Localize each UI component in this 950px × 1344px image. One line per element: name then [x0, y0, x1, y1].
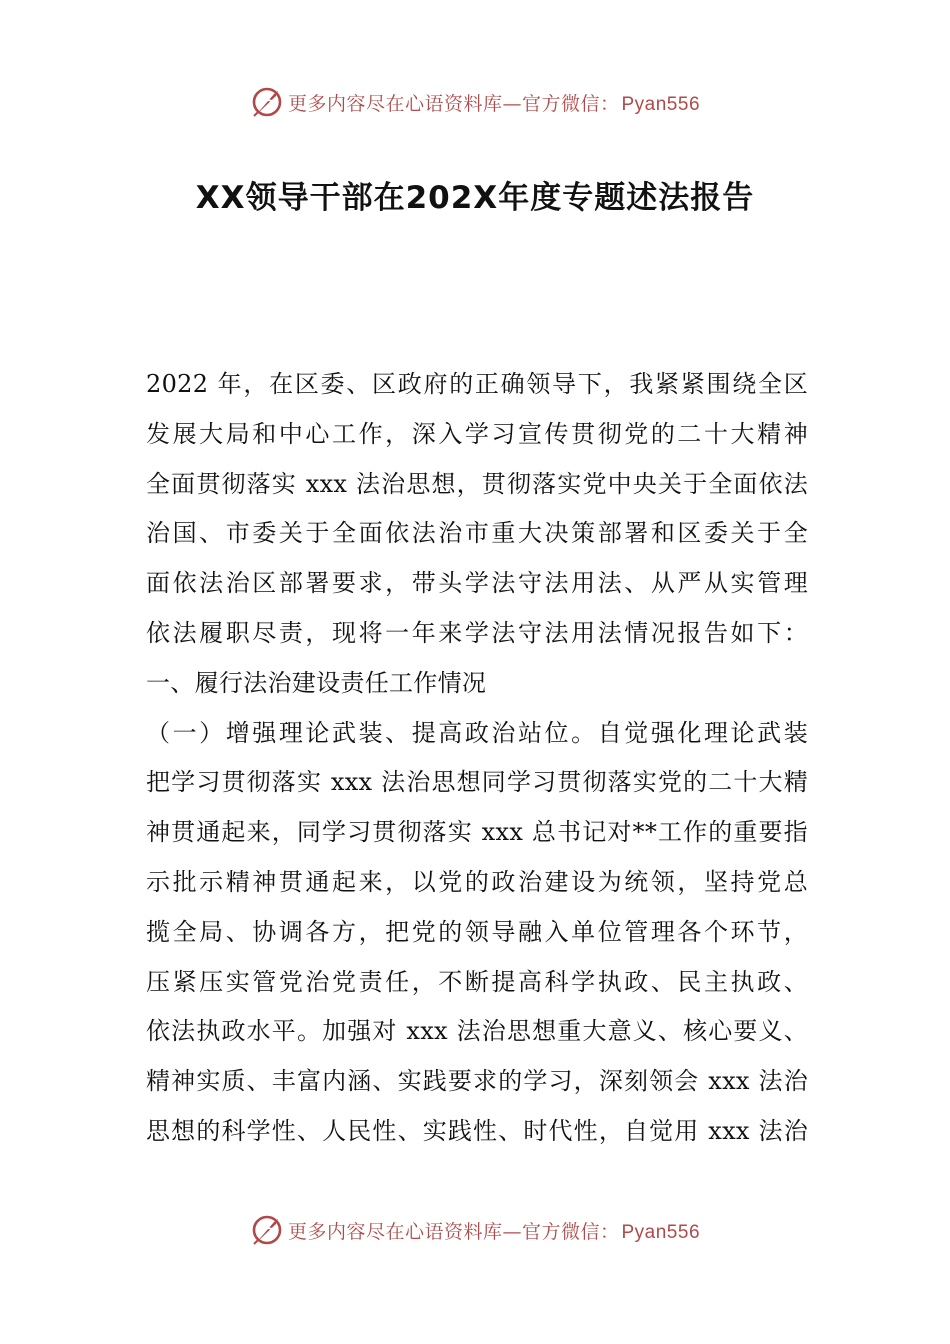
- body-line: 把学习贯彻落实 xxx 法治思想同学习贯彻落实党的二十大精: [146, 768, 808, 797]
- body-line: 压紧压实管党治党责任，不断提高科学执政、民主执政、: [146, 967, 808, 996]
- body-line: 思想的科学性、人民性、实践性、时代性，自觉用 xxx 法治: [146, 1116, 808, 1145]
- body-line: 依法执政水平。加强对 xxx 法治思想重大意义、核心要义、: [146, 1017, 808, 1046]
- watermark-text: 更多内容尽在心语资料库—官方微信： Pyan556: [287, 92, 701, 115]
- watermark-banner-top: [0, 82, 950, 122]
- wechat-id: Pyan556: [621, 93, 701, 115]
- body-line: 发展大局和中心工作，深入学习宣传贯彻党的二十大精神: [146, 419, 808, 448]
- body-line: 依法履职尽责，现将一年来学法守法用法情况报告如下：: [146, 618, 808, 647]
- watermark-banner-bottom: [0, 1210, 950, 1250]
- body-line: 精神实质、丰富内涵、实践要求的学习，深刻领会 xxx 法治: [146, 1067, 808, 1096]
- document-body: [146, 360, 808, 1157]
- body-line: 示批示精神贯通起来，以党的政治建设为统领，坚持党总: [146, 867, 808, 896]
- section-heading: 一、履行法治建设责任工作情况: [146, 668, 487, 697]
- quill-logo-icon: [250, 1213, 284, 1247]
- document-title: XX领导干部在202X年度专题述法报告: [195, 180, 755, 216]
- body-line: 2022 年，在区委、区政府的正确领导下，我紧紧围绕全区: [146, 370, 808, 398]
- body-line: 神贯通起来，同学习贯彻落实 xxx 总书记对**工作的重要指: [146, 818, 808, 847]
- body-line: 全面贯彻落实 xxx 法治思想，贯彻落实党中央关于全面依法: [146, 469, 808, 498]
- body-line: 揽全局、协调各方，把党的领导融入单位管理各个环节，: [146, 917, 808, 946]
- body-line: （一）增强理论武装、提高政治站位。自觉强化理论武装: [146, 718, 808, 747]
- body-line: 面依法治区部署要求，带头学法守法用法、从严从实管理: [146, 569, 808, 598]
- watermark-text: 更多内容尽在心语资料库—官方微信： Pyan556: [287, 1220, 701, 1243]
- body-line: 治国、市委关于全面依法治市重大决策部署和区委关于全: [146, 519, 808, 548]
- wechat-id: Pyan556: [621, 1221, 701, 1243]
- quill-logo-icon: [250, 85, 284, 119]
